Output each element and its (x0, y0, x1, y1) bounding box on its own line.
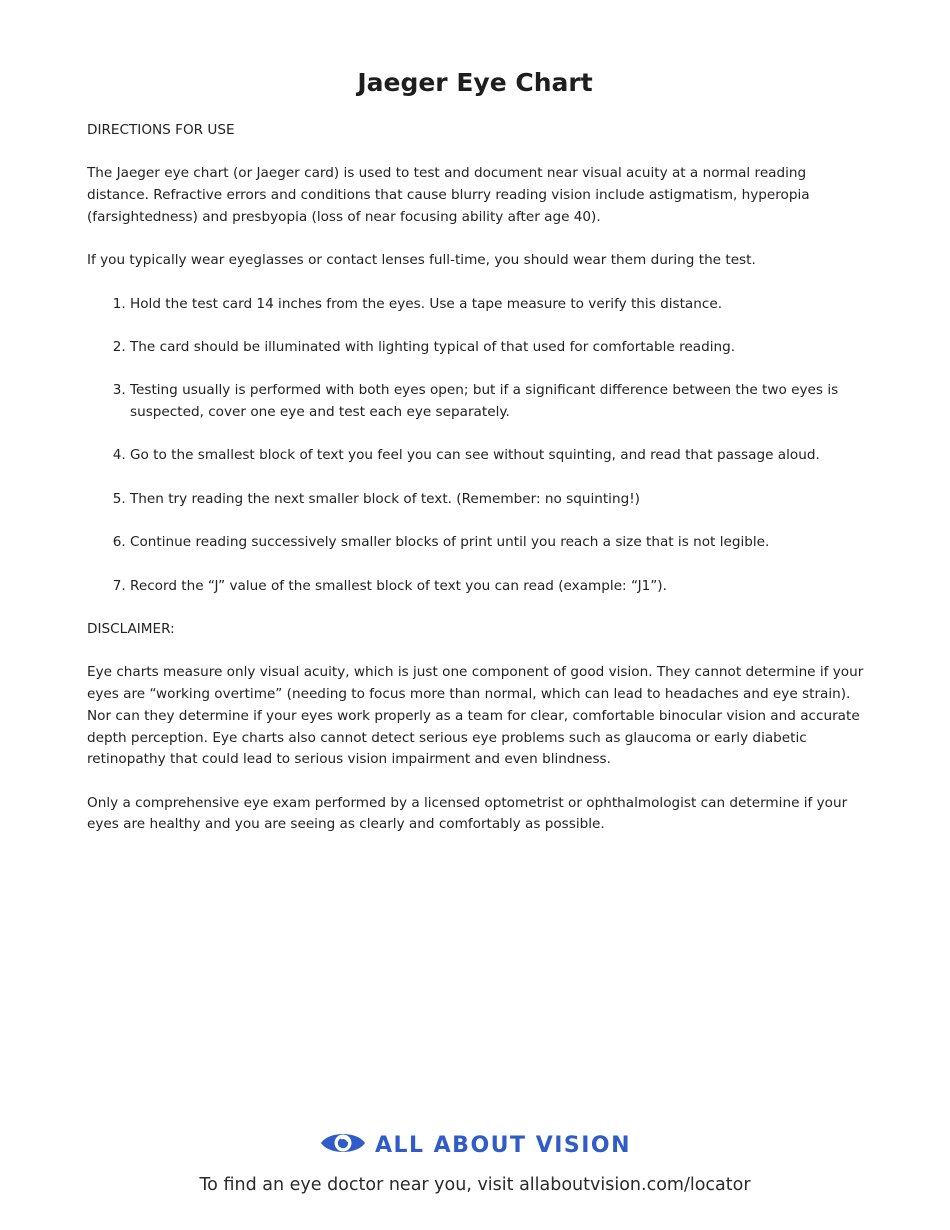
logo-text: ALL ABOUT VISION (374, 1132, 632, 1158)
locator-note: To find an eye doctor near you, visit allaboutvision.com/locator (199, 1175, 751, 1195)
step-item: 5. Then try reading the next smaller block of text. (Remember: no squinting!) (130, 489, 867, 511)
step-item: 6. Continue reading successively smaller blocks of print until you reach a size that is not legible. (130, 532, 867, 554)
directions-heading: DIRECTIONS FOR USE (87, 122, 235, 138)
step-item: 3. Testing usually is performed with both eyes open; but if a significant difference between the two eyes is suspected, cover one eye and test each eye separately. (130, 380, 867, 423)
eye-icon (319, 1128, 367, 1162)
page-title: Jaeger Eye Chart (357, 68, 593, 97)
step-item: 2. The card should be illuminated with lighting typical of that used for comfortable reading. (130, 337, 867, 359)
steps-list (87, 294, 867, 598)
exam-paragraph: Only a comprehensive eye exam performed by a licensed optometrist or ophthalmologist can determine if your eyes are healthy and you are seeing as clearly and comfortably as possible. (87, 794, 848, 833)
step-item: 4. Go to the smallest block of text you feel you can see without squinting, and read that passage aloud. (130, 445, 867, 467)
brand-logo (0, 1128, 950, 1162)
eyeglasses-paragraph: If you typically wear eyeglasses or contact lenses full-time, you should wear them during the test. (87, 252, 756, 269)
document-body (87, 120, 867, 858)
disclaimer-paragraph: Eye charts measure only visual acuity, which is just one component of good vision. They cannot determine if your eyes are “working overtime” (needing to focus more than normal, which can lead to headaches and eye strain). Nor can they determine if your eyes work properly as a team for clear, comfortable binocular vision and accurate depth perception. Eye charts also cannot detect serious eye problems such as glaucoma or early diabetic retinopathy that could lead to serious vision impairment and even blindness. (87, 664, 864, 768)
step-item: 7. Record the “J” value of the smallest block of text you can read (example: “J1”). (130, 576, 867, 598)
disclaimer-heading: DISCLAIMER: (87, 621, 175, 638)
step-item: 1. Hold the test card 14 inches from the eyes. Use a tape measure to verify this distance. (130, 294, 867, 316)
intro-paragraph: The Jaeger eye chart (or Jaeger card) is used to test and document near visual acuity at a normal reading distance. Refractive errors and conditions that cause blurry reading vision include astigmatism, hyperopia (farsightedness) and presbyopia (loss of near focusing ability after age 40). (87, 165, 810, 225)
